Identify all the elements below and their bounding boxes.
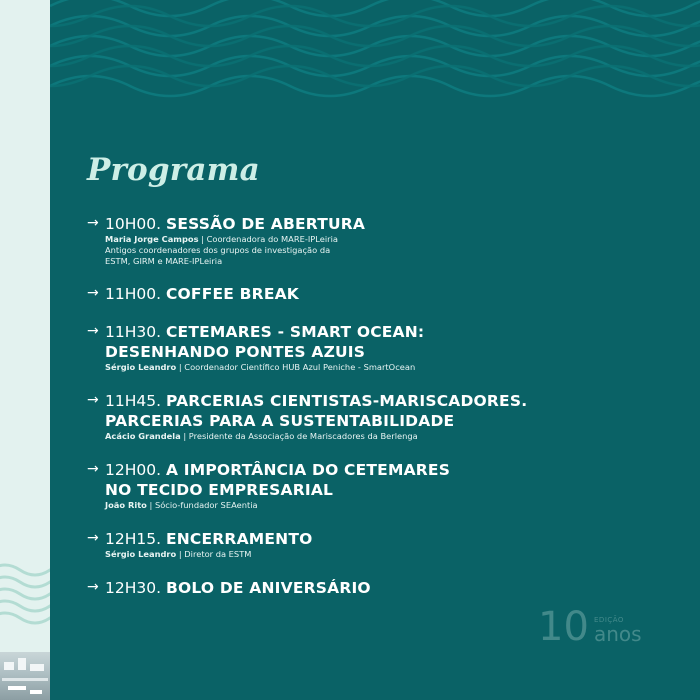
logo-word: anos	[594, 622, 642, 646]
program-item-opening	[87, 214, 687, 267]
program-item-partnerships	[87, 391, 687, 442]
arrow-right-icon: →	[87, 461, 99, 477]
program-item-title: 11H45. PARCERIAS CIENTISTAS-MARISCADORES.	[105, 392, 528, 410]
program-item-title: 10H00. SESSÃO DE ABERTURA	[105, 215, 366, 233]
program-item-title: 12H00. A IMPORTÂNCIA DO CETEMARES	[105, 461, 451, 479]
program-item-speaker: Antigos coordenadores dos grupos de investigação da	[105, 245, 331, 255]
logo-number: 10	[538, 604, 589, 650]
arrow-right-icon: →	[87, 323, 99, 339]
program-item-coffee-break	[87, 284, 687, 304]
logo-edition-text: EDIÇÃO	[594, 616, 624, 624]
program-item-title: 11H30. CETEMARES - SMART OCEAN:	[105, 323, 425, 341]
arrow-right-icon: →	[87, 285, 99, 301]
page-title: Programa	[87, 152, 260, 188]
program-item-speaker: Sérgio Leandro | Coordenador Científico HUB Azul Peniche - SmartOcean	[105, 362, 416, 372]
program-item-title: 12H15. ENCERRAMENTO	[105, 530, 313, 548]
program-item-title: 12H30. BOLO DE ANIVERSÁRIO	[105, 579, 371, 597]
program-item-speaker: ESTM, GIRM e MARE-IPLeiria	[105, 256, 223, 266]
program-item-cetemares	[87, 460, 687, 511]
program-item-title: 11H00. COFFEE BREAK	[105, 285, 300, 303]
program-item-title-continued: NO TECIDO EMPRESARIAL	[105, 481, 334, 499]
header-wave-pattern	[50, 0, 700, 110]
program-item-speaker: Acácio Grandela | Presidente da Associação de Mariscadores da Berlenga	[105, 431, 418, 441]
program-item-speaker: Maria Jorge Campos | Coordenadora do MARE-IPLeiria	[105, 234, 338, 244]
program-item-smart-ocean	[87, 322, 687, 373]
arrow-right-icon: →	[87, 392, 99, 408]
program-item-speaker: João Rito | Sócio-fundador SEAentia	[105, 500, 258, 510]
arrow-right-icon: →	[87, 215, 99, 231]
left-sidebar-strip	[0, 0, 50, 700]
program-item-speaker: Sérgio Leandro | Diretor da ESTM	[105, 549, 252, 559]
arrow-right-icon: →	[87, 579, 99, 595]
program-item-title-continued: DESENHANDO PONTES AZUIS	[105, 343, 366, 361]
arrow-right-icon: →	[87, 530, 99, 546]
program-item-cake	[87, 578, 687, 598]
sidebar-harbor-photo	[0, 652, 50, 700]
program-item-closing	[87, 529, 687, 560]
main-panel	[50, 0, 700, 700]
program-item-title-continued: PARCERIAS PARA A SUSTENTABILIDADE	[105, 412, 455, 430]
anniversary-logo	[538, 604, 668, 654]
